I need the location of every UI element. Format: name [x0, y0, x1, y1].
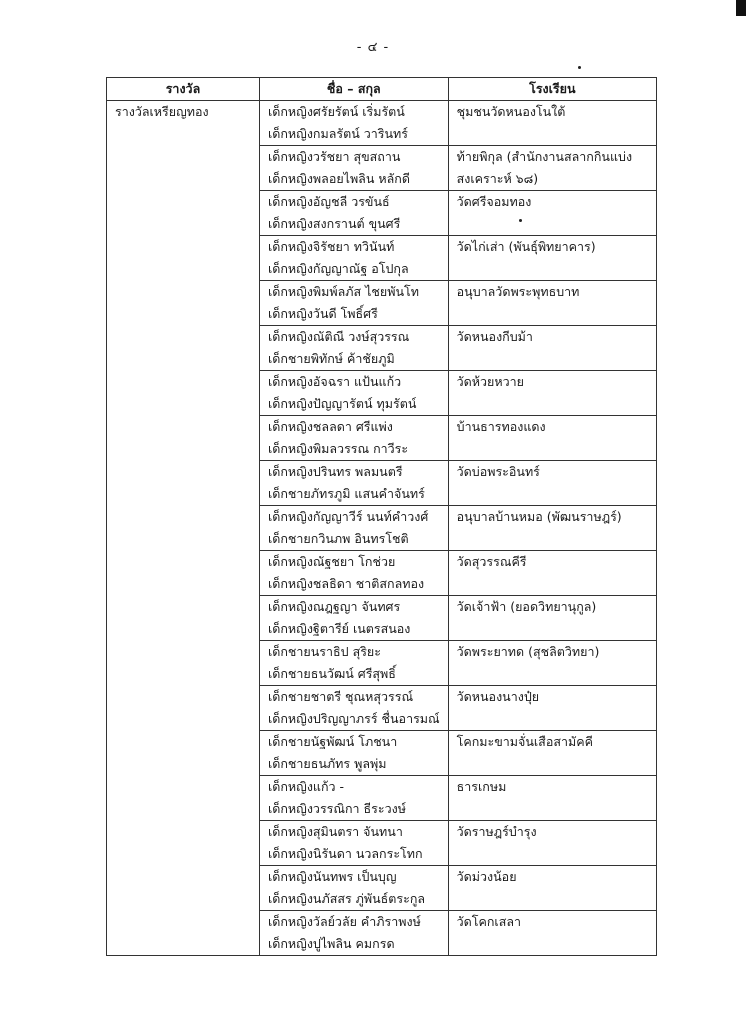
student-names-cell	[259, 551, 448, 596]
student-name: เด็กหญิงพลอยไพลิน หลักดี	[267, 171, 410, 186]
student-name: เด็กหญิงปรินทร พลมนตรี	[267, 464, 403, 479]
student-name: เด็กชายนราธิป สุริยะ	[267, 644, 381, 659]
school-cell	[448, 911, 656, 956]
student-name: เด็กชายกวินภพ อินทรโชติ	[267, 531, 409, 546]
school-cell	[448, 866, 656, 911]
student-names-cell	[259, 101, 448, 146]
school-cell	[448, 101, 656, 146]
student-name: เด็กหญิงณัฐชยา โกช่วย	[267, 554, 396, 569]
student-name: เด็กหญิงสงกรานต์ ขุนศรี	[267, 216, 401, 231]
school-name: โคกมะขามจั่นเสือสามัคคี	[456, 734, 593, 749]
header-award: รางวัล	[107, 78, 260, 101]
student-name: เด็กหญิงกมลรัตน์ วารินทร์	[267, 126, 408, 141]
student-names-cell	[259, 236, 448, 281]
student-name: เด็กหญิงสุมินตรา จันทนา	[267, 824, 403, 839]
scan-edge-mark	[736, 0, 746, 16]
student-name: เด็กหญิงจิรัชยา ทวินันท์	[267, 239, 395, 254]
school-cell	[448, 416, 656, 461]
school-cell	[448, 281, 656, 326]
school-name: วัดหนองนางปุ๋ย	[456, 689, 540, 704]
student-name: เด็กชายพิทักษ์ ค้าชัยภูมิ	[267, 351, 395, 366]
student-name: เด็กหญิงวันดี โพธิ์ศรี	[267, 306, 378, 321]
school-name: วัดหนองกีบม้า	[456, 329, 533, 344]
student-name: เด็กหญิงชลลดา ศรีแพ่ง	[267, 419, 393, 434]
school-cell	[448, 461, 656, 506]
school-name: วัดเจ้าฟ้า (ยอดวิทยานุกูล)	[456, 599, 597, 614]
student-name: เด็กหญิงนภัสสร ภู่พันธ์ตระกูล	[267, 891, 426, 906]
student-name: เด็กหญิงณัติณี วงษ์สุวรรณ	[267, 329, 410, 344]
school-cell	[448, 731, 656, 776]
student-name: เด็กหญิงณฎฐญา จันทศร	[267, 599, 401, 614]
student-names-cell	[259, 596, 448, 641]
student-name: เด็กหญิงกัญญาณัฐ อโปกุล	[267, 261, 409, 276]
student-name: เด็กชายชาตรี ชุณหสุวรรณ์	[267, 689, 414, 704]
student-names-cell	[259, 731, 448, 776]
student-name: เด็กชายธนภัทร พูลพุ่ม	[267, 756, 387, 771]
student-names-cell	[259, 686, 448, 731]
scan-speck	[578, 66, 581, 69]
school-cell	[448, 371, 656, 416]
school-name: วัดพระยาทด (สุชลิตวิทยา)	[456, 644, 600, 659]
award-category: รางวัลเหรียญทอง	[107, 101, 260, 956]
student-names-cell	[259, 146, 448, 191]
student-name: เด็กหญิงวรรณิกา ธีระวงษ์	[267, 801, 406, 816]
student-names-cell	[259, 911, 448, 956]
student-names-cell	[259, 416, 448, 461]
school-cell	[448, 641, 656, 686]
school-cell	[448, 236, 656, 281]
student-name: เด็กชายนัฐพัฒน์ โภชนา	[267, 734, 398, 749]
student-names-cell	[259, 191, 448, 236]
student-name: เด็กหญิงแก้ว -	[267, 779, 345, 794]
school-name: วัดไก่เส่า (พันธุ์พิทยาคาร)	[456, 239, 596, 254]
table-header-row	[107, 78, 657, 101]
header-name: ชื่อ – สกุล	[259, 78, 448, 101]
student-name: เด็กหญิงปูไพลิน คมกรด	[267, 936, 395, 951]
student-name: เด็กหญิงปัญญารัตน์ ทุมรัตน์	[267, 396, 417, 411]
student-name: เด็กหญิงศรัยรัตน์ เริ่มรัตน์	[267, 104, 405, 119]
student-name: เด็กหญิงนิรันดา นวลกระโทก	[267, 846, 423, 861]
school-name: วัดโคกเสลา	[456, 914, 522, 929]
student-name: เด็กหญิงวัลย์วลัย คำภิราพงษ์	[267, 914, 421, 929]
school-name: อนุบาลวัดพระพุทธบาท	[456, 284, 580, 299]
student-name: เด็กหญิงอัญชลี วรขันธ์	[267, 194, 390, 209]
school-cell	[448, 326, 656, 371]
student-names-cell	[259, 821, 448, 866]
school-cell	[448, 551, 656, 596]
student-name: เด็กหญิงชลธิดา ชาติสกลทอง	[267, 576, 425, 591]
school-name: วัดศรีจอมทอง	[456, 194, 532, 209]
table-row	[107, 101, 657, 146]
student-name: เด็กหญิงอัจฉรา แป้นแก้ว	[267, 374, 402, 389]
school-name: สงเคราะห์ ๖๘)	[456, 171, 539, 186]
student-names-cell	[259, 506, 448, 551]
student-name: เด็กหญิงฐิตารีย์ เนตรสนอง	[267, 621, 411, 636]
student-name: เด็กหญิงปริญญาภรร์ ชื่นอารมณ์	[267, 711, 440, 726]
school-cell	[448, 596, 656, 641]
school-name: วัดราษฎร์บำรุง	[456, 824, 537, 839]
student-names-cell	[259, 371, 448, 416]
school-cell	[448, 821, 656, 866]
school-cell	[448, 686, 656, 731]
table-body	[107, 101, 657, 956]
student-names-cell	[259, 776, 448, 821]
student-names-cell	[259, 281, 448, 326]
school-name: วัดสุวรรณคีรี	[456, 554, 527, 569]
student-names-cell	[259, 641, 448, 686]
student-name: เด็กชายภัทรภูมิ แสนคำจันทร์	[267, 486, 425, 501]
student-name: เด็กหญิงนันทพร เป็นบุญ	[267, 869, 397, 884]
school-name: วัดบ่อพระอินทร์	[456, 464, 540, 479]
student-name: เด็กหญิงพิมพ์ลภัส ไชยพันโท	[267, 284, 419, 299]
school-cell	[448, 191, 656, 236]
student-name: เด็กชายธนวัฒน์ ศรีสุพธิ์	[267, 666, 396, 681]
page-number: - ๔ -	[356, 40, 390, 55]
school-name: อนุบาลบ้านหมอ (พัฒนราษฎร์)	[456, 509, 622, 524]
student-name: เด็กหญิงกัญญาวีร์ นนท์คำวงศ์	[267, 509, 429, 524]
school-cell	[448, 776, 656, 821]
school-name: วัดห้วยหวาย	[456, 374, 524, 389]
student-names-cell	[259, 461, 448, 506]
student-name: เด็กหญิงพิมลวรรณ กาวีระ	[267, 441, 409, 456]
header-school: โรงเรียน	[448, 78, 656, 101]
school-name: ท้ายพิกุล (สำนักงานสลากกินแบ่ง	[456, 149, 633, 164]
school-name: ชุมชนวัดหนองโนใต้	[456, 104, 566, 119]
student-names-cell	[259, 866, 448, 911]
student-name: เด็กหญิงวรัชยา สุขสถาน	[267, 149, 401, 164]
school-cell	[448, 146, 656, 191]
award-table	[106, 77, 657, 956]
school-cell	[448, 506, 656, 551]
school-name: วัดม่วงน้อย	[456, 869, 517, 884]
school-name: ธารเกษม	[456, 779, 507, 794]
school-name: บ้านธารทองแดง	[456, 419, 546, 434]
student-names-cell	[259, 326, 448, 371]
